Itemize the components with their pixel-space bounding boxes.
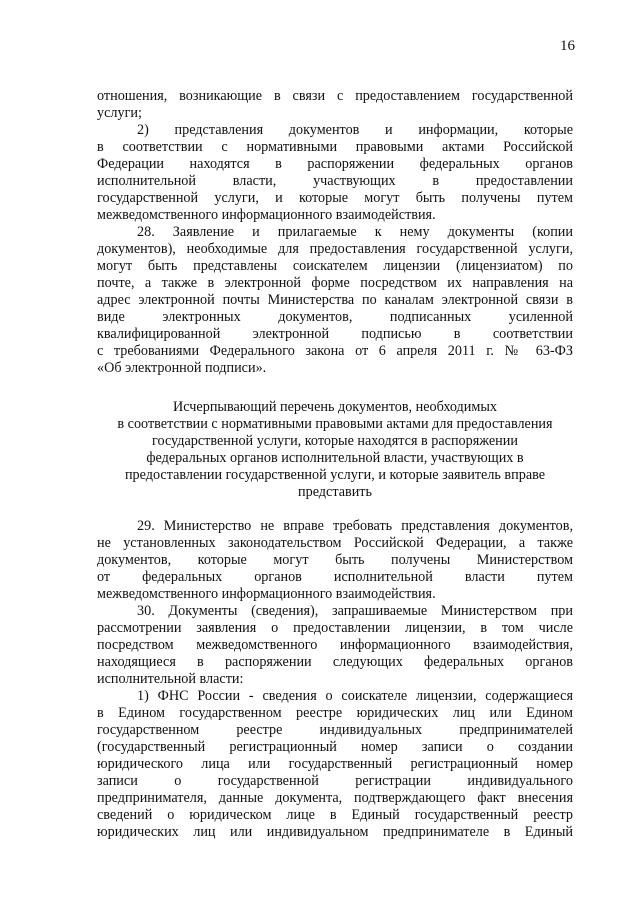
text-line: в соответствии с нормативными правовыми актами Российской — [97, 139, 573, 155]
text-line: межведомственного информационного взаимодействия. — [97, 586, 436, 602]
text-line: государственной услуги, и которые могут быть получены путем — [97, 190, 573, 206]
text-line: в Едином государственном реестре юридических лиц или Едином — [97, 705, 573, 721]
heading-line: представить — [298, 484, 372, 500]
text-line: документов, которые могут быть получены Министерством — [97, 552, 573, 568]
text-line: сведений о юридическом лице в Единый государственный реестр — [97, 807, 573, 823]
heading-line: в соответствии с нормативными правовыми актами для предоставления — [117, 416, 553, 432]
heading-line: федеральных органов исполнительной власти, участвующих в — [146, 450, 524, 466]
text-line: 30. Документы (сведения), запрашиваемые Министерством при — [137, 603, 573, 619]
text-line: исполнительной власти: — [97, 671, 244, 687]
section-paragraphs-29-30 — [97, 518, 573, 841]
text-line: государственном реестре индивидуальных предпринимателей — [97, 722, 573, 738]
heading-line: Исчерпывающий перечень документов, необходимых — [173, 399, 497, 415]
text-line: (государственный регистрационный номер записи о создании — [97, 739, 573, 755]
text-line: рассмотрении заявления о предоставлении лицензии, в том числе — [97, 620, 573, 636]
text-line: могут быть представлены соискателем лицензии (лицензиатом) по — [97, 258, 573, 274]
heading-line: предоставлении государственной услуги, и которые заявитель вправе — [124, 467, 546, 483]
section-heading — [97, 399, 573, 501]
text-line: предпринимателя, данные документа, подтверждающего факт внесения — [97, 790, 573, 806]
section-paragraph-28 — [97, 88, 573, 377]
text-line: юридического лица или государственный регистрационный номер — [97, 756, 573, 772]
text-line: межведомственного информационного взаимодействия. — [97, 207, 436, 223]
text-line: от федеральных органов исполнительной власти путем — [97, 569, 573, 585]
text-line: юридических лиц или индивидуальном предпринимателе в Единый — [97, 824, 573, 840]
text-line: почте, а также в электронной форме посредством их направления на — [97, 275, 573, 291]
page-number: 16 — [560, 38, 575, 54]
text-line: 28. Заявление и прилагаемые к нему документы (копии — [137, 224, 573, 240]
text-line: документов), необходимые для предоставления государственной услуги, — [97, 241, 573, 257]
text-line: услуги; — [97, 105, 142, 121]
text-line: находящиеся в распоряжении следующих федеральных органов — [97, 654, 573, 670]
text-line: с требованиями Федерального закона от 6 апреля 2011 г. № 63-ФЗ — [97, 343, 573, 359]
text-line: 2) представления документов и информации, которые — [137, 122, 573, 138]
text-line: исполнительной власти, участвующих в предоставлении — [97, 173, 573, 189]
text-line: виде электронных документов, подписанных усиленной — [97, 309, 573, 325]
text-line: 1) ФНС России - сведения о соискателе лицензии, содержащиеся — [137, 688, 573, 704]
text-line: отношения, возникающие в связи с предоставлением государственной — [97, 88, 573, 104]
text-line: Федерации находятся в распоряжении федеральных органов — [97, 156, 573, 172]
text-line: «Об электронной подписи». — [97, 360, 267, 376]
text-line: адрес электронной почты Министерства по каналам электронной связи в — [97, 292, 573, 308]
text-line: 29. Министерство не вправе требовать представления документов, — [137, 518, 573, 534]
text-line: не установленных законодательством Российской Федерации, а также — [97, 535, 573, 551]
text-line: записи о государственной регистрации индивидуального — [97, 773, 573, 789]
text-line: квалифицированной электронной подписью в соответствии — [97, 326, 573, 342]
heading-line: государственной услуги, которые находятся в распоряжении — [152, 433, 518, 449]
text-line: посредством межведомственного информационного взаимодействия, — [97, 637, 573, 653]
